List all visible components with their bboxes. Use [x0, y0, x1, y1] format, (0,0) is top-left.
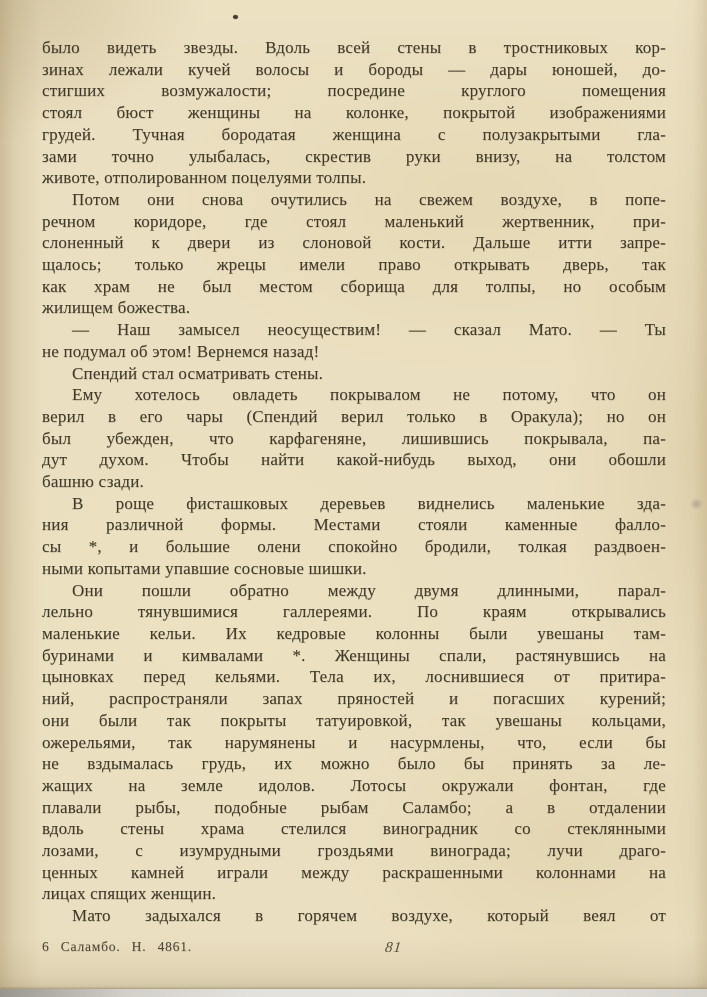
text-line: В роще фисташковых деревьев виднелись маленькие зда-: [72, 493, 666, 513]
printer-signature: 6 Саламбо. Н. 4861.: [42, 939, 192, 954]
text-line: дут духом. Чтобы найти какой-нибудь выход, они обошли: [42, 450, 666, 470]
text-line: ными копытами упавшие сосновые шишки.: [42, 558, 367, 578]
text-line: грудей. Тучная бородатая женщина с полузакрытыми гла-: [42, 124, 666, 144]
text-line: буринами и кимвалами *. Женщины спали, растянувшись на: [42, 645, 666, 665]
text-line: ний, распространяли запах пряностей и погасших курений;: [42, 689, 666, 709]
text-line: Спендий стал осматривать стены.: [72, 363, 324, 383]
text-line: башню сзади.: [42, 472, 144, 492]
paragraph: [42, 189, 666, 319]
text-line: не вздымалась грудь, их можно было бы принять за ле-: [42, 754, 666, 774]
text-line: стоял бюст женщины на колонке, покрытой изображениями: [42, 103, 666, 123]
paragraph: [42, 580, 666, 906]
paragraph: [42, 363, 666, 385]
text-line: Ему хотелось овладеть покрывалом не потому, что он: [72, 385, 666, 405]
page-footer: [42, 936, 666, 962]
ink-speck: [233, 15, 238, 19]
text-line: маленькие кельи. Их кедровые колонны были увешаны там-: [42, 623, 666, 643]
text-line: не подумал об этом! Вернемся назад!: [42, 341, 320, 361]
paragraph: [42, 319, 666, 362]
text-line: вдоль стены храма стелился виноградник со стеклянными: [42, 819, 666, 839]
text-line: сы *, и большие олени спокойно бродили, толкая раздвоен-: [42, 537, 666, 557]
text-line: речном коридоре, где стоял маленький жертвенник, при-: [42, 211, 666, 231]
text-line: ожерельями, так нарумянены и насурмлены, что, если бы: [42, 732, 666, 752]
text-line: был убежден, что карфагеняне, лишившись покрывала, па-: [42, 428, 666, 448]
text-line: было видеть звезды. Вдоль всей стены в тростниковых кор-: [42, 38, 666, 57]
paragraph: [42, 905, 666, 927]
text-line: цыновках перед кельями. Тела их, лоснившиеся от притира-: [42, 667, 666, 687]
text-line: Они пошли обратно между двумя длинными, парал-: [72, 580, 666, 600]
text-line: ния различной формы. Местами стояли каменные фалло-: [42, 515, 666, 535]
text-line: как храм не был местом сборища для толпы, но особым: [42, 276, 666, 296]
text-line: щалось; только жрецы имели право открывать дверь, так: [42, 255, 666, 275]
text-line: лозами, с изумрудными гроздьями винограда; лучи драго-: [42, 841, 666, 861]
text-line: зами точно улыбалась, скрестив руки внизу, на толстом: [42, 146, 666, 166]
text-line: жилищем божества.: [42, 298, 191, 318]
text-line: плавали рыбы, подобные рыбам Саламбо; а в отдалении: [42, 797, 666, 817]
text-line: они были так покрыты татуировкой, так увешаны кольцами,: [42, 710, 666, 730]
text-line: стигших возмужалости; посредине круглого помещения: [42, 81, 666, 101]
text-line: лицах спящих женщин.: [42, 884, 217, 904]
page-bottom-edge: [0, 989, 707, 997]
page-text: [42, 37, 666, 927]
text-line: Потом они снова очутились на свежем воздухе, в попе-: [72, 189, 666, 209]
text-line: зинах лежали кучей волосы и бороды — дары юношей, до-: [42, 59, 666, 79]
paragraph: [42, 384, 666, 493]
text-line: лельно тянувшимися галлереями. По краям открывались: [42, 602, 666, 622]
text-line: жащих на земле идолов. Лотосы окружали фонтан, где: [42, 775, 666, 795]
paper-stain: [692, 500, 701, 508]
text-line: животе, отполированном поцелуями толпы.: [42, 168, 367, 188]
text-line: Мато задыхался в горячем воздухе, который веял от: [72, 906, 666, 926]
text-line: ценных камней играли между раскрашенными колоннами на: [42, 862, 666, 882]
paragraph: [42, 37, 666, 189]
text-line: — Наш замысел неосуществим! — сказал Мато. — Ты: [72, 320, 666, 340]
text-line: верил в его чары (Спендий верил только в Оракула); но он: [42, 406, 666, 426]
text-line: слоненный к двери из слоновой кости. Дальше итти запре-: [42, 233, 666, 253]
paragraph: [42, 493, 666, 580]
page-number: 81: [384, 940, 403, 956]
